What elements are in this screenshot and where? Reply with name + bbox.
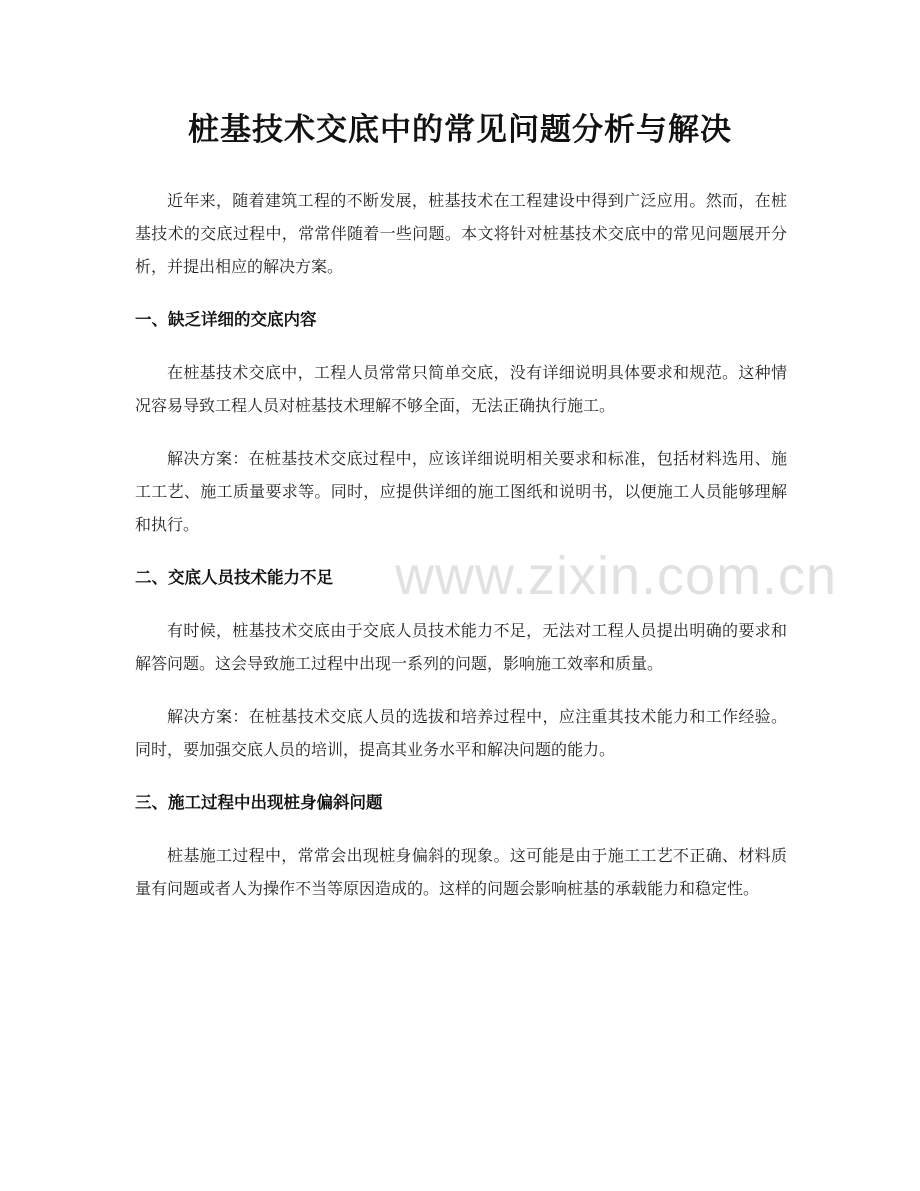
section-heading: 一、缺乏详细的交底内容 xyxy=(135,310,317,329)
section-heading: 二、交底人员技术能力不足 xyxy=(135,568,333,587)
intro-paragraph: 近年来，随着建筑工程的不断发展，桩基技术在工程建设中得到广泛应用。然而，在桩基技术的交底过程中，常常伴随着一些问题。本文将针对桩基技术交底中的常见问题展开分析，并提出相应的解决方案。 xyxy=(135,191,787,276)
section-paragraph: 在桩基技术交底中，工程人员常常只简单交底，没有详细说明具体要求和规范。这种情况容易导致工程人员对桩基技术理解不够全面，无法正确执行施工。 xyxy=(135,363,787,415)
document-body xyxy=(135,184,787,925)
section-paragraph: 有时候，桩基技术交底由于交底人员技术能力不足，无法对工程人员提出明确的要求和解答问题。这会导致施工过程中出现一系列的问题，影响施工效率和质量。 xyxy=(135,621,787,673)
document-title: 桩基技术交底中的常见问题分析与解决 xyxy=(188,112,732,148)
watermark: www.zixin.com.cn xyxy=(395,546,838,606)
section-paragraph: 解决方案：在桩基技术交底人员的选拔和培养过程中，应注重其技术能力和工作经验。同时，要加强交底人员的培训，提高其业务水平和解决问题的能力。 xyxy=(135,707,787,759)
section-heading: 三、施工过程中出现桩身偏斜问题 xyxy=(135,793,383,812)
section-1 xyxy=(135,303,787,541)
section-paragraph: 桩基施工过程中，常常会出现桩身偏斜的现象。这可能是由于施工工艺不正确、材料质量有问题或者人为操作不当等原因造成的。这样的问题会影响桩基的承载能力和稳定性。 xyxy=(135,846,787,898)
section-paragraph: 解决方案：在桩基技术交底过程中，应该详细说明相关要求和标准，包括材料选用、施工工艺、施工质量要求等。同时，应提供详细的施工图纸和说明书，以便施工人员能够理解和执行。 xyxy=(135,449,787,534)
section-2 xyxy=(135,561,787,766)
section-3 xyxy=(135,786,787,905)
